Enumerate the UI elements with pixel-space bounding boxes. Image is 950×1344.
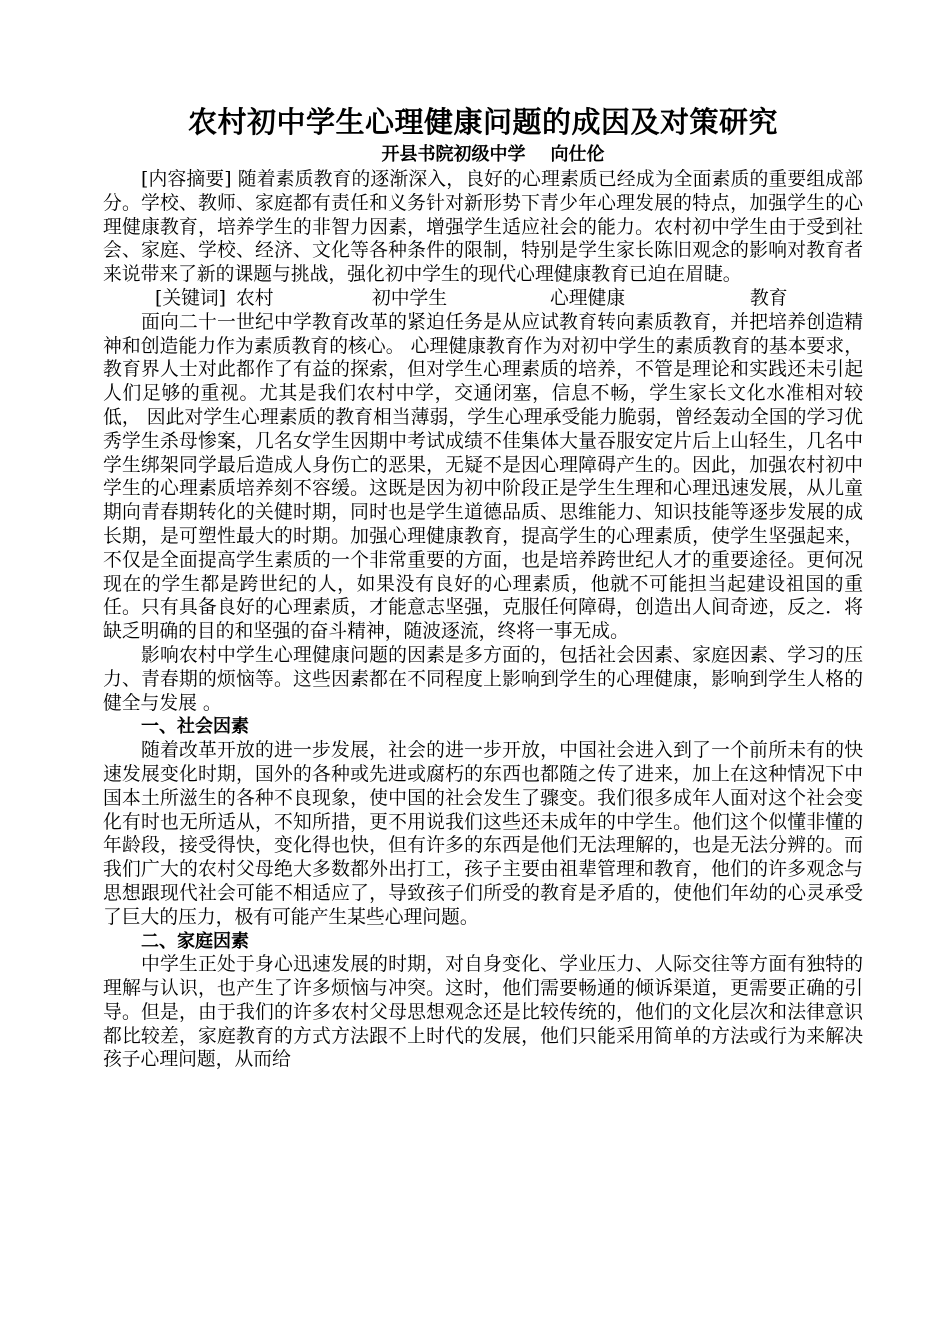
document-title: 农村初中学生心理健康问题的成因及对策研究 — [187, 105, 778, 139]
abstract-paragraph: [内容摘要] 随着素质教育的逐渐深入，良好的心理素质已经成为全面素质的重要组成部分。学校、教师、家庭都有责任和义务针对新形势下青少年心理发展的特点，加强学生的心理健康教育，培养学生的非智力因素，增强学生适应社会的能力。农村初中学生由于受到社会、家庭、学校、经济、文化等各种条件的限制，特别是学生家长陈旧观念的影响对教育者来说带来了新的课题与挑战，强化初中学生的现代心理健康教育已迫在眉睫。 — [103, 169, 863, 286]
section-heading-family: 二、家庭因素 — [141, 930, 249, 952]
keywords-line — [155, 287, 863, 311]
keywords-label: [关键词] — [155, 287, 226, 309]
intro-paragraph: 面向二十一世纪中学教育改革的紧迫任务是从应试教育转向素质教育，并把培养创造精神和创造能力作为素质教育的核心。 心理健康教育作为对初中学生的素质教育的基本要求，教育界人士对此都作了有益的探索，但对学生心理素质的培养，不管是理论和实践还未引起人们足够的重视。尤其是我们农村中学，交通闭塞，信息不畅，学生家长文化水准相对较低， 因此对学生心理素质的教育相当薄弱，学生心理承受能力脆弱，曾经轰动全国的学习优秀学生杀母惨案，几名女学生因期中考试成绩不佳集体大量吞服安定片后上山轻生，几名中学生绑架同学最后造成人身伤亡的恶果，无疑不是因心理障碍产生的。因此，加强农村初中学生的心理素质培养刻不容缓。这既是因为初中阶段正是学生生理和心理迅速发展，从儿童期向青春期转化的关健时期，同时也是学生道德品质、思维能力、知识技能等逐步发展的成长期，是可塑性最大的时期。加强心理健康教育，提高学生的心理素质，使学生坚强起来，不仅是全面提高学生素质的一个非常重要的方面，也是培养跨世纪人才的重要途径。更何况现在的学生都是跨世纪的人，如果没有良好的心理素质，他就不可能担当起建设祖国的重任。只有具备良好的心理素质，才能意志坚强，克服任何障碍，创造出人间奇迹，反之．将缺乏明确的目的和坚强的奋斗精神，随波逐流，终将一事无成。 — [103, 311, 863, 643]
keyword-item: 教育 — [750, 287, 788, 309]
factors-intro-paragraph: 影响农村中学生心理健康问题的因素是多方面的，包括社会因素、家庭因素、学习的压力、青春期的烦恼等。这些因素都在不同程度上影响到学生的心理健康，影响到学生人格的健全与发展 。 — [103, 644, 863, 714]
document-page — [103, 102, 863, 1072]
keyword-item: 心理健康 — [550, 287, 626, 309]
keyword-item: 初中学生 — [372, 287, 448, 309]
section-heading-social: 一、社会因素 — [141, 716, 249, 738]
section-body-social: 随着改革开放的进一步发展，社会的进一步开放，中国社会进入到了一个前所未有的快速发展变化时期，国外的各种或先进或腐朽的东西也都随之传了进来，加上在这种情况下中国本土所滋生的各种不良现象，使中国的社会发生了骤变。我们很多成年人面对这个社会变化有时也无所适从，不知所措，更不用说我们这些还未成年的中学生。他们这个似懂非懂的年龄段，接受得快，变化得也快，但有许多的东西是他们无法理解的，也是无法分辨的。而我们广大的农村父母绝大多数都外出打工，孩子主要由祖辈管理和教育，他们的许多观念与思想跟现代社会可能不相适应了，导致孩子们所受的教育是矛盾的，使他们年幼的心灵承受了巨大的压力，极有可能产生某些心理问题。 — [103, 740, 863, 928]
author-line: 开县书院初级中学 向仕伦 — [381, 144, 605, 165]
section-body-family: 中学生正处于身心迅速发展的时期，对自身变化、学业压力、人际交往等方面有独特的理解与认识，也产生了许多烦恼与冲突。这时，他们需要畅通的倾诉渠道，更需要正确的引导。但是，由于我们的许多农村父母思想观念还是比较传统的，他们的文化层次和法律意识都比较差，家庭教育的方式方法跟不上时代的发展，他们只能采用简单的方法或行为来解决孩子心理问题，从而给 — [103, 954, 863, 1071]
keyword-item: 农村 — [236, 287, 274, 309]
